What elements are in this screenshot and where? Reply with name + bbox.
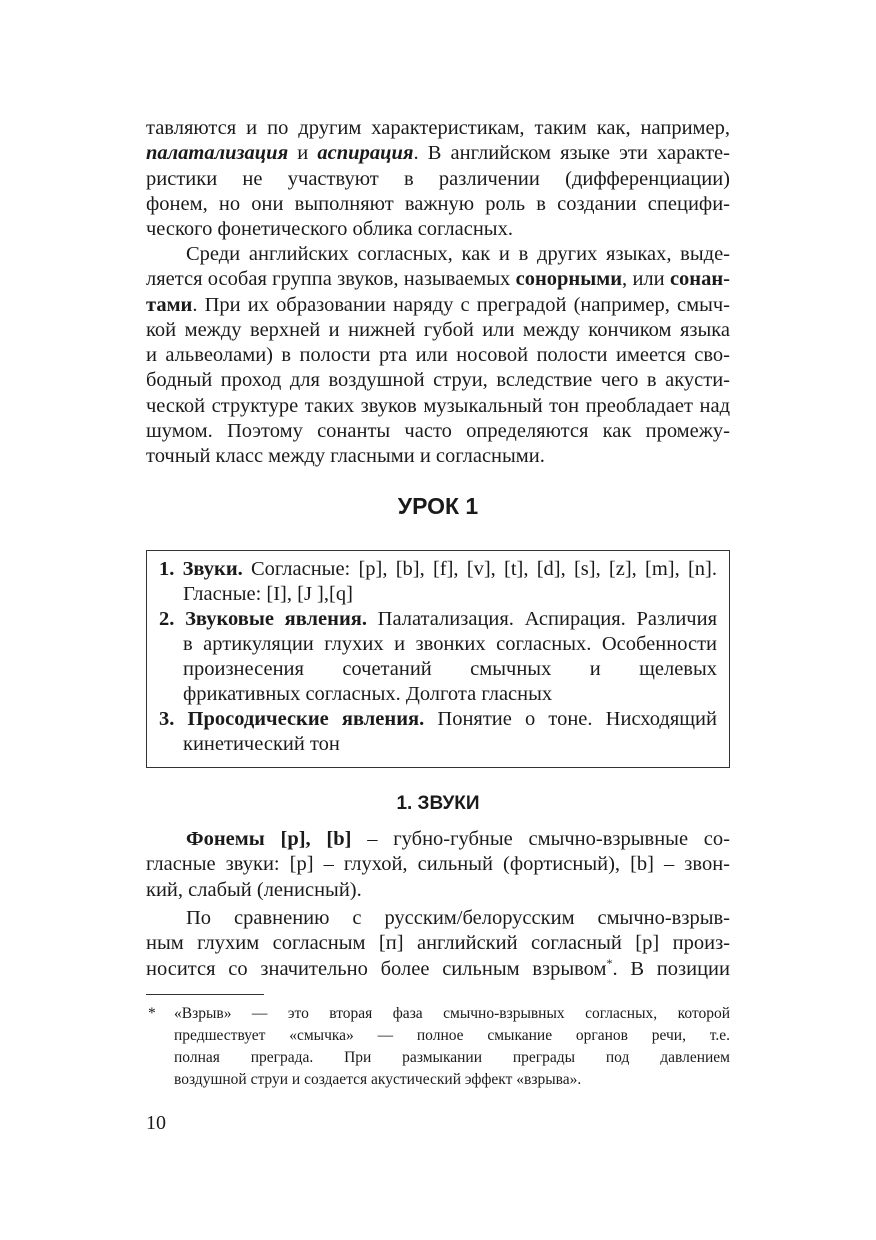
topic-1-text: Согласные: [p], [b], [f], [v], [t], [d], [s], [z], [m], [n]. [242, 558, 717, 580]
paragraph-4 [146, 906, 730, 982]
p4-line-3 [146, 957, 730, 982]
p2-line-4: кой между верхней и нижней губой или между кончиком языка [146, 318, 730, 341]
lesson-topics-box [146, 550, 730, 768]
topic-1-line-1 [159, 557, 717, 582]
topic-item-1 [159, 557, 717, 607]
p3-line-2: гласные звуки: [p] – глухой, сильный (фортисный), [b] – звон- [146, 853, 730, 876]
footnote-body [174, 1003, 730, 1091]
p2-line-2-a: ляется особая группа звуков, называемых [146, 268, 516, 291]
footnote-line-2: предшествует «смычка» — полное смыкание органов речи, т.е. [174, 1027, 730, 1044]
topic-3-line-2: кинетический тон [183, 733, 340, 755]
p3-line-3: кий, слабый (ленисный). [146, 878, 362, 901]
p1-line-3: ристики не участвуют в различении (дифференциации) [146, 167, 730, 190]
footnote [146, 1003, 730, 1091]
term-phonemes-p-b: Фонемы [p], [b] [186, 828, 352, 850]
topic-2-text: Палатализация. Аспирация. Различия [366, 608, 717, 630]
p2-line-2-c: , или [622, 268, 670, 291]
p1-line-2 [146, 141, 730, 166]
p2-line-3 [146, 293, 730, 318]
topic-item-2 [159, 607, 717, 707]
topic-2-line-1 [159, 607, 717, 632]
p2-line-2 [146, 267, 730, 292]
p2-line-3-rest: . При их образовании наряду с преградой (например, смыч- [192, 293, 730, 316]
paragraph-3 [146, 827, 730, 903]
p2-line-9: точный класс между гласными и согласными. [146, 445, 545, 468]
term-sonants-part1: сонан- [669, 268, 731, 291]
p1-line-1: тавляются и по другим характеристикам, таким как, например, [146, 117, 730, 139]
term-sonants-part2: тами [146, 293, 193, 316]
topic-1-line-2: Гласные: [I], [J ],[q] [183, 583, 353, 605]
topic-3-text: Понятие о тоне. Нисходящий [424, 708, 717, 730]
lesson-title: УРОК 1 [397, 493, 479, 519]
footnote-reference: * [606, 955, 613, 970]
p2-line-1: Среди английских согласных, как и в других языках, выде- [186, 243, 730, 265]
topics-list [147, 551, 729, 757]
p3-line-1-rest: – губно-губные смычно-взрывные со- [351, 828, 730, 850]
term-aspiration: аспирация [317, 142, 414, 165]
p2-line-6: бодный проход для воздушной струи, вследствие чего в акусти- [146, 369, 730, 392]
p1-line-5: ческого фонетического облика согласных. [146, 218, 513, 241]
footnote-line-4: воздушной струи и создается акустический эффект «взрыва». [174, 1071, 582, 1088]
p4-line-2: ным глухим согласным [п] английский согласный [p] произ- [146, 932, 730, 955]
topic-2-line-2: в артикуляции глухих и звонких согласных. Особенности [183, 633, 717, 655]
p1-line-2-and: и [288, 142, 318, 165]
topic-3-line-1 [159, 707, 717, 732]
term-sonorous: сонорными [515, 268, 623, 291]
topic-1-label: 1. Звуки. [159, 558, 243, 580]
p2-line-7: ческой структуре таких звуков музыкальный тон преобладает над [146, 394, 730, 417]
footnote-mark: * [148, 1005, 156, 1022]
footnote-line-3: полная преграда. При размыкании преграды под давлением [174, 1049, 730, 1066]
p4-line-1: По сравнению с русским/белорусским смычно-взрыв- [186, 907, 730, 929]
topic-2-line-4: фрикативных согласных. Долгота гласных [183, 683, 553, 705]
p1-line-4: фонем, но они выполняют важную роль в создании специфи- [146, 192, 730, 215]
p4-line-3-b: . В позиции [612, 957, 730, 980]
topic-3-label: 3. Просодические явления. [159, 708, 425, 730]
footnote-divider [146, 994, 264, 995]
p2-line-5: и альвеолами) в полости рта или носовой полости имеется сво- [146, 344, 730, 367]
term-palatalization: палатализация [146, 142, 289, 165]
p1-line-2-rest: . В английском языке эти характе- [413, 142, 730, 165]
p4-line-3-a: носится со значительно более сильным взрывом [146, 957, 607, 980]
p3-line-1 [146, 827, 730, 852]
paragraph-1 [146, 116, 730, 242]
topic-2-line-3: произнесения сочетаний смычных и щелевых [183, 658, 717, 680]
section-title: 1. ЗВУКИ [396, 793, 480, 814]
p2-line-8: шумом. Поэтому сонанты часто определяются как промежу- [146, 420, 730, 443]
topic-item-3 [159, 707, 717, 757]
paragraph-2 [146, 242, 730, 470]
topic-2-label: 2. Звуковые явления. [159, 608, 367, 630]
page-number: 10 [146, 1112, 166, 1134]
footnote-line-1: «Взрыв» — это вторая фаза смычно-взрывных согласных, которой [174, 1005, 730, 1022]
